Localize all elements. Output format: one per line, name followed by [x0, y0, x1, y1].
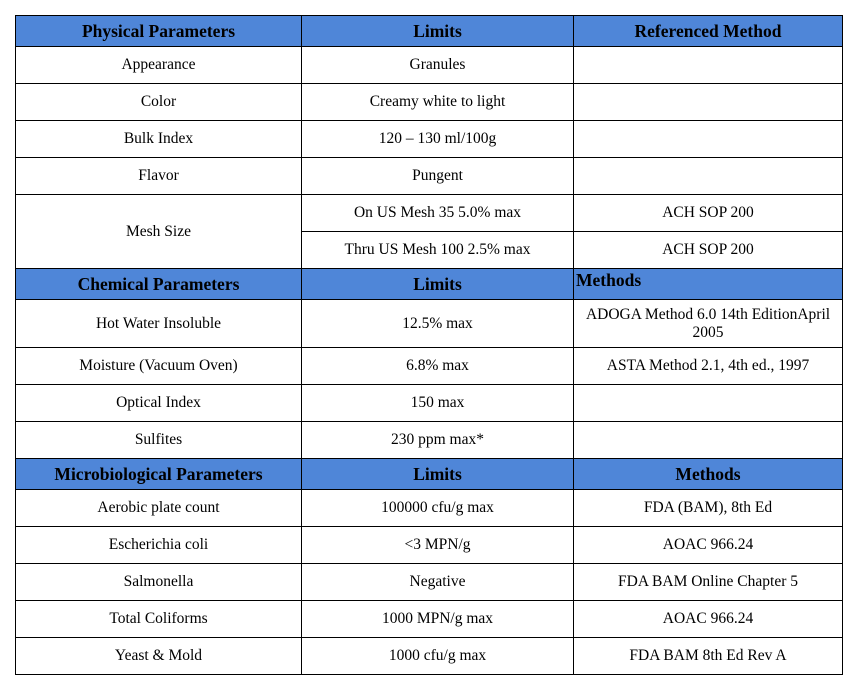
parameter-cell: Total Coliforms [16, 601, 302, 638]
table-row [16, 195, 843, 232]
limit-cell: 1000 MPN/g max [302, 601, 574, 638]
table-row [16, 422, 843, 459]
table-row [16, 121, 843, 158]
method-cell: AOAC 966.24 [574, 527, 843, 564]
parameter-cell: Color [16, 84, 302, 121]
limit-cell: Granules [302, 47, 574, 84]
parameter-cell: Sulfites [16, 422, 302, 459]
limit-cell: 100000 cfu/g max [302, 490, 574, 527]
table-row [16, 300, 843, 348]
table-row [16, 490, 843, 527]
parameter-cell: Hot Water Insoluble [16, 300, 302, 348]
referenced-method-heading: Referenced Method [574, 16, 843, 47]
chemical-parameters-heading: Chemical Parameters [16, 269, 302, 300]
limit-cell: 150 max [302, 385, 574, 422]
limit-cell: 1000 cfu/g max [302, 638, 574, 675]
parameter-cell: Aerobic plate count [16, 490, 302, 527]
parameter-cell: Appearance [16, 47, 302, 84]
method-cell: ADOGA Method 6.0 14th EditionApril 2005 [574, 300, 843, 348]
table-row [16, 84, 843, 121]
table-row [16, 158, 843, 195]
method-cell [574, 158, 843, 195]
chemical-header-row [16, 269, 843, 300]
physical-header-row [16, 16, 843, 47]
limit-cell: 230 ppm max* [302, 422, 574, 459]
table-row [16, 527, 843, 564]
limit-cell: <3 MPN/g [302, 527, 574, 564]
physical-parameters-heading: Physical Parameters [16, 16, 302, 47]
table-row [16, 564, 843, 601]
method-cell [574, 121, 843, 158]
limit-cell: On US Mesh 35 5.0% max [302, 195, 574, 232]
method-cell: ACH SOP 200 [574, 232, 843, 269]
limit-cell: Pungent [302, 158, 574, 195]
method-cell [574, 385, 843, 422]
method-cell: AOAC 966.24 [574, 601, 843, 638]
table-row [16, 638, 843, 675]
microbiological-parameters-heading: Microbiological Parameters [16, 459, 302, 490]
method-cell [574, 422, 843, 459]
limit-cell: Thru US Mesh 100 2.5% max [302, 232, 574, 269]
table-row [16, 601, 843, 638]
method-cell: FDA BAM 8th Ed Rev A [574, 638, 843, 675]
limits-heading: Limits [302, 269, 574, 300]
limit-cell: 6.8% max [302, 348, 574, 385]
micro-header-row [16, 459, 843, 490]
parameter-cell: Salmonella [16, 564, 302, 601]
method-cell [574, 47, 843, 84]
parameter-cell: Bulk Index [16, 121, 302, 158]
methods-heading: Methods [574, 269, 843, 300]
limits-heading: Limits [302, 16, 574, 47]
table-row [16, 385, 843, 422]
methods-heading: Methods [574, 459, 843, 490]
specification-table [15, 15, 843, 675]
limit-cell: Creamy white to light [302, 84, 574, 121]
parameter-cell: Optical Index [16, 385, 302, 422]
limit-cell: 120 – 130 ml/100g [302, 121, 574, 158]
method-cell: FDA BAM Online Chapter 5 [574, 564, 843, 601]
limit-cell: 12.5% max [302, 300, 574, 348]
table-row [16, 348, 843, 385]
parameter-cell: Escherichia coli [16, 527, 302, 564]
method-cell: ASTA Method 2.1, 4th ed., 1997 [574, 348, 843, 385]
method-cell: FDA (BAM), 8th Ed [574, 490, 843, 527]
table-row [16, 47, 843, 84]
limit-cell: Negative [302, 564, 574, 601]
parameter-cell: Yeast & Mold [16, 638, 302, 675]
mesh-size-cell: Mesh Size [16, 195, 302, 269]
parameter-cell: Flavor [16, 158, 302, 195]
method-cell [574, 84, 843, 121]
method-cell: ACH SOP 200 [574, 195, 843, 232]
limits-heading: Limits [302, 459, 574, 490]
parameter-cell: Moisture (Vacuum Oven) [16, 348, 302, 385]
